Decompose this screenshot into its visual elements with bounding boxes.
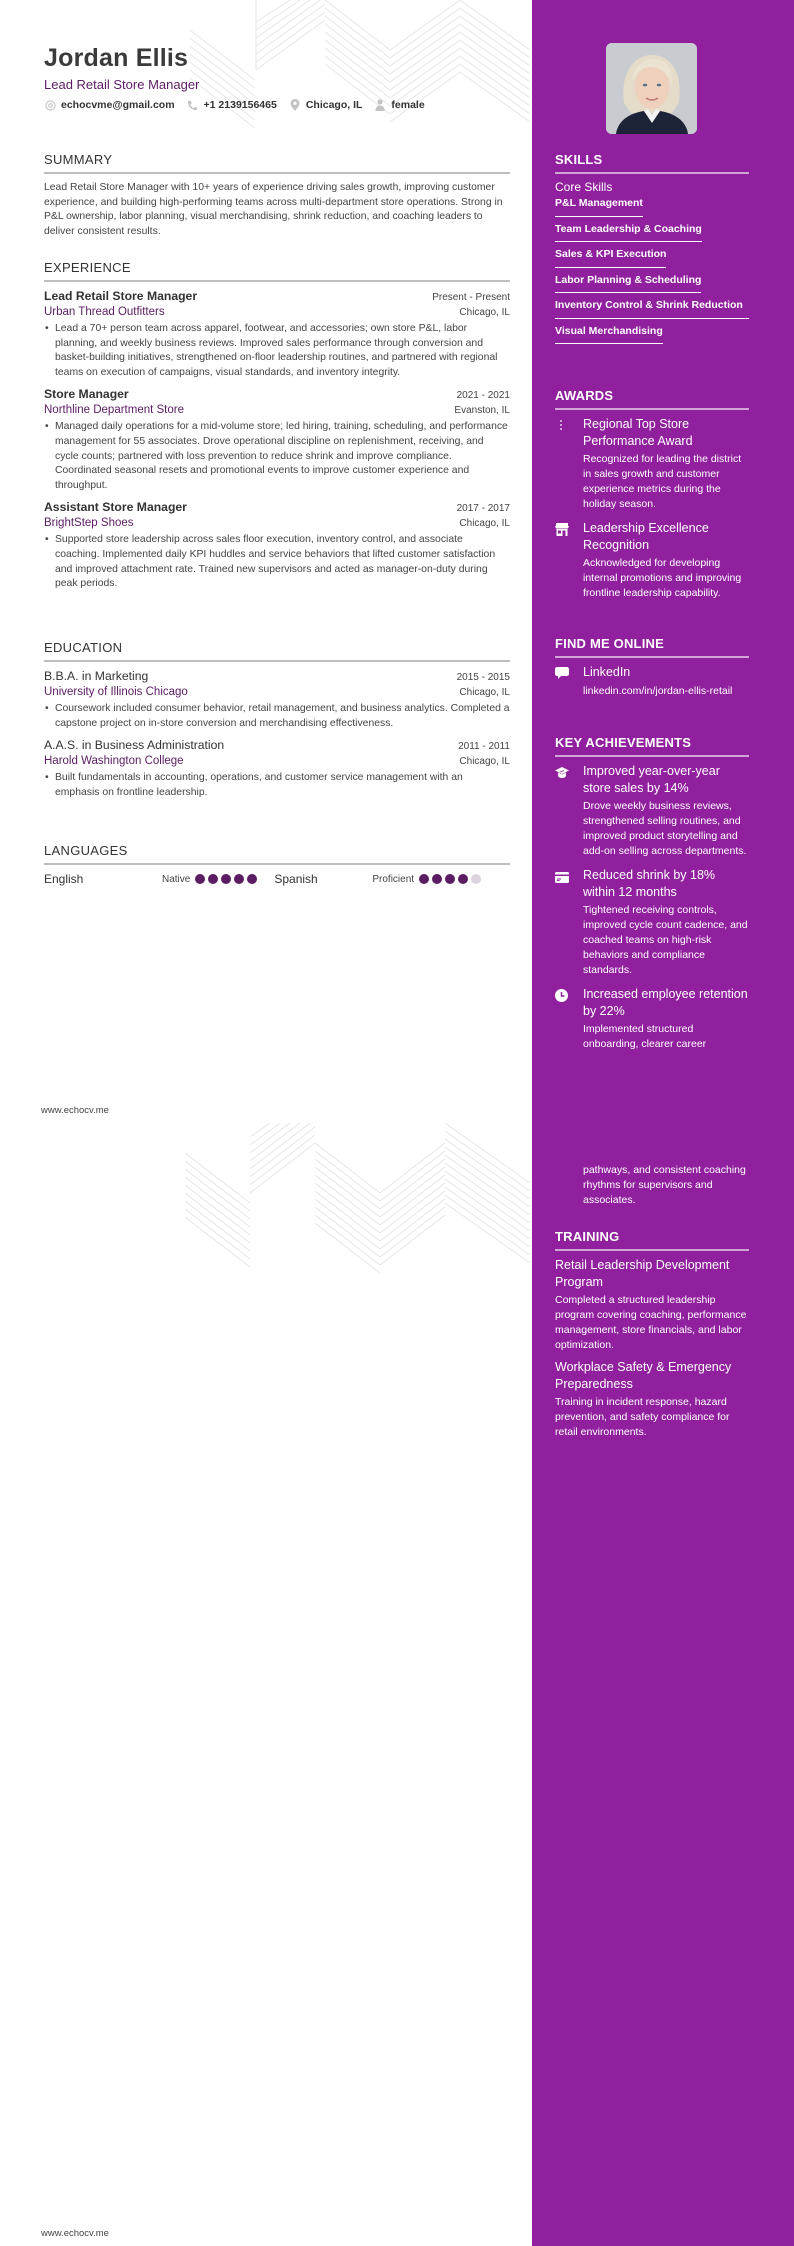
credit-card-icon <box>555 867 583 978</box>
online-profile-item[interactable] <box>555 664 749 699</box>
languages-section <box>44 843 510 886</box>
rating-dot-filled <box>208 874 218 884</box>
online-profile-url[interactable]: linkedin.com/in/jordan-ellis-retail <box>583 684 733 697</box>
rating-dot-filled <box>234 874 244 884</box>
summary-text: Lead Retail Store Manager with 10+ years of experience driving sales growth, improving customer experience, and building high-performing teams across multi-department store operations. Strong in P&L ownership, labor planning, visual merchandising, shrink reduction, and coaching leaders to deliver consistent results. <box>44 182 503 237</box>
school-name: University of Illinois Chicago <box>44 686 188 698</box>
chat-bubble-icon <box>555 664 583 699</box>
languages-heading: LANGUAGES <box>44 843 510 865</box>
education-dates: 2011 - 2011 <box>458 741 510 753</box>
rating-dot-filled <box>221 874 231 884</box>
achievement-description: Tightened receiving controls, improved cycle count cadence, and coached teams on high-risk behaviors and compliance standards. <box>583 904 748 976</box>
job-dates: Present - Present <box>432 292 510 303</box>
school-name: Harold Washington College <box>44 755 184 768</box>
candidate-title: Lead Retail Store Manager <box>44 77 200 92</box>
achievement-item <box>555 867 749 978</box>
education-entry <box>44 669 510 731</box>
job-location: Evanston, IL <box>454 405 510 417</box>
language-name: English <box>44 872 84 886</box>
job-location: Chicago, IL <box>459 518 510 530</box>
award-title: Leadership Excellence Recognition <box>583 521 709 552</box>
rating-dot-filled <box>419 874 429 884</box>
phone-icon <box>187 99 199 111</box>
skill-tag: Sales & KPI Execution <box>555 248 666 268</box>
location-text: Chicago, IL <box>305 99 363 111</box>
achievement-title: Increased employee retention by 22% <box>583 987 748 1018</box>
school-location: Chicago, IL <box>459 687 510 698</box>
language-level: Native <box>162 873 191 885</box>
achievement-description-continued: pathways, and consistent coaching rhythms for supervisors and associates. <box>583 1164 746 1206</box>
award-item <box>555 416 749 512</box>
rating-dot-filled <box>445 874 455 884</box>
profile-photo <box>606 43 697 134</box>
job-title: Assistant Store Manager <box>44 500 187 515</box>
education-section <box>44 640 510 807</box>
online-heading: FIND ME ONLINE <box>555 636 749 658</box>
training-heading: TRAINING <box>555 1229 749 1251</box>
training-section <box>555 1229 749 1446</box>
language-rating <box>419 874 484 884</box>
skills-heading: SKILLS <box>555 152 749 174</box>
summary-section <box>44 152 510 239</box>
education-description: • Coursework included consumer behavior, retail management, and business analytics. Completed a capstone project on in-store conversion and merchandising effectiveness. <box>44 702 510 731</box>
contact-email[interactable] <box>44 99 175 111</box>
footer-link-page2[interactable]: www.echocv.me <box>41 2228 109 2239</box>
experience-entry <box>44 387 510 493</box>
training-description: Completed a structured leadership program covering coaching, performance management, store financials, and labor optimization. <box>555 1294 747 1351</box>
skills-category: Core Skills <box>555 180 613 194</box>
online-section <box>555 636 749 707</box>
training-item <box>555 1359 749 1440</box>
achievement-item <box>555 986 749 1052</box>
job-description: • Lead a 70+ person team across apparel, footwear, and accessories; own store P&L, labor planning, and weekly business reviews. Improved sales performance through conversion and basket-building initiatives, strengthened on-floor leadership routines, and partnered with regional teams on execution of campaigns, visual standards, and inventory integrity. <box>44 322 510 380</box>
phone-text: +1 2139156465 <box>203 99 277 111</box>
degree-name: B.B.A. in Marketing <box>44 669 149 683</box>
degree-name: A.A.S. in Business Administration <box>44 738 225 753</box>
rating-dot-empty <box>471 874 481 884</box>
skill-tag: Team Leadership & Coaching <box>555 223 702 243</box>
education-description: • Built fundamentals in accounting, operations, and customer service management with an emphasis on frontline leadership. <box>44 771 510 800</box>
education-entry <box>44 738 510 800</box>
location-pin-icon <box>289 99 301 111</box>
rating-dot-filled <box>247 874 257 884</box>
chevron-pattern-page2 <box>185 1123 532 1278</box>
rating-dot-filled <box>195 874 205 884</box>
skill-tag: Inventory Control & Shrink Reduction <box>555 299 749 319</box>
rating-dot-filled <box>458 874 468 884</box>
rating-dot-filled <box>432 874 442 884</box>
contact-line <box>44 99 437 111</box>
achievements-section <box>555 735 749 1060</box>
company-name: Urban Thread Outfitters <box>44 306 165 318</box>
achievements-heading: KEY ACHIEVEMENTS <box>555 735 749 757</box>
training-item <box>555 1257 749 1353</box>
achievement-description: Implemented structured onboarding, clearer career <box>583 1023 707 1050</box>
candidate-name: Jordan Ellis <box>44 44 189 72</box>
person-icon <box>374 99 386 111</box>
award-item <box>555 520 749 601</box>
company-name: BrightStep Shoes <box>44 517 134 530</box>
education-dates: 2015 - 2015 <box>456 672 510 683</box>
contact-location <box>289 99 363 111</box>
company-name: Northline Department Store <box>44 404 184 417</box>
achievement-continuation <box>583 1163 749 1208</box>
skills-section <box>555 152 749 350</box>
job-dates: 2017 - 2017 <box>456 503 510 515</box>
gender-text: female <box>391 99 425 111</box>
language-name: Spanish <box>274 872 318 886</box>
online-profile-title: LinkedIn <box>583 665 631 679</box>
award-title: Regional Top Store Performance Award <box>583 417 693 448</box>
skill-tag: Visual Merchandising <box>555 325 663 345</box>
at-icon <box>44 99 56 111</box>
job-location: Chicago, IL <box>459 307 510 318</box>
vertical-dots-icon <box>555 416 583 512</box>
contact-phone[interactable] <box>187 99 277 111</box>
school-location: Chicago, IL <box>459 756 510 768</box>
skill-tag: P&L Management <box>555 197 643 217</box>
achievement-item <box>555 763 749 859</box>
job-title: Store Manager <box>44 387 129 402</box>
languages-row <box>44 872 510 886</box>
award-description: Recognized for leading the district in sales growth and customer experience metrics during the holiday season. <box>583 453 742 510</box>
education-heading: EDUCATION <box>44 640 510 662</box>
job-description: • Managed daily operations for a mid-volume store; led hiring, training, scheduling, and performance management for 55 associates. Drove operational discipline on replenishment, receiving, and cycle counts; partnered with loss prevention to reduce shrink and improve compliance. Coordinated seasonal resets and promotional events to improve customer experience and throughput. <box>44 420 510 493</box>
experience-section <box>44 260 510 599</box>
achievement-description: Drove weekly business reviews, strengthened selling routines, and improved product storytelling and add-on selling across departments. <box>583 800 747 857</box>
footer-link-page1[interactable]: www.echocv.me <box>41 1105 109 1116</box>
job-dates: 2021 - 2021 <box>456 390 510 402</box>
job-description: • Supported store leadership across sales floor execution, inventory control, and associate coaching. Implemented daily KPI huddles and service behaviors that lifted customer satisfaction and improved attachment rate. Trained new supervisors and acted as manager-on-duty during peak periods. <box>44 533 510 591</box>
training-title: Retail Leadership Development Program <box>555 1258 730 1289</box>
storefront-icon <box>555 520 583 601</box>
awards-heading: AWARDS <box>555 388 749 410</box>
training-title: Workplace Safety & Emergency Preparedness <box>555 1360 732 1391</box>
experience-heading: EXPERIENCE <box>44 260 510 282</box>
language-rating <box>195 874 260 884</box>
clock-icon <box>555 986 583 1052</box>
skills-list <box>555 197 749 350</box>
award-description: Acknowledged for developing internal promotions and improving frontline leadership capability. <box>583 557 742 599</box>
language-level: Proficient <box>372 873 415 885</box>
graduation-cap-icon <box>555 763 583 859</box>
training-description: Training in incident response, hazard prevention, and safety compliance for retail environments. <box>555 1396 730 1438</box>
experience-entry <box>44 289 510 380</box>
achievement-title: Reduced shrink by 18% within 12 months <box>583 868 716 899</box>
awards-section <box>555 388 749 609</box>
achievement-title: Improved year-over-year store sales by 14% <box>583 764 720 795</box>
summary-heading: SUMMARY <box>44 152 510 174</box>
email-text: echocvme@gmail.com <box>61 99 175 111</box>
experience-entry <box>44 500 510 591</box>
contact-gender <box>374 99 424 111</box>
skill-tag: Labor Planning & Scheduling <box>555 274 701 294</box>
job-title: Lead Retail Store Manager <box>44 289 198 303</box>
